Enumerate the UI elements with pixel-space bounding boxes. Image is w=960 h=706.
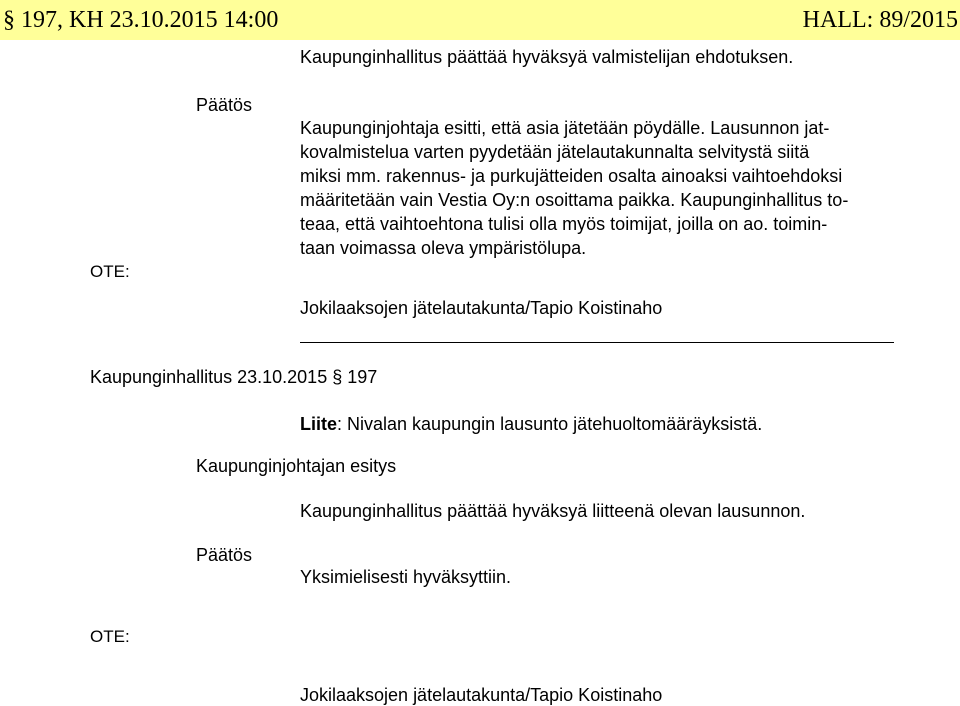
decision-text-2: Yksimielisesti hyväksyttiin. bbox=[300, 567, 512, 587]
decision-line: Kaupunginjohtaja esitti, että asia jätetään pöydälle. Lausunnon jat- bbox=[300, 118, 830, 138]
attachment-text: : Nivalan kaupungin lausunto jätehuoltomääräyksistä. bbox=[337, 414, 763, 434]
attachment-line bbox=[300, 413, 762, 435]
decision-line: miksi mm. rakennus- ja purkujätteiden osalta ainoaksi vaihtoehdoksi bbox=[300, 166, 843, 186]
meeting-heading: Kaupunginhallitus 23.10.2015 § 197 bbox=[90, 367, 378, 387]
ote-label-2: OTE: bbox=[90, 627, 130, 646]
decision-line: kovalmistelua varten pyydetään jätelautakunnalta selvitystä siitä bbox=[300, 142, 810, 162]
decision-line: taan voimassa oleva ympäristölupa. bbox=[300, 238, 587, 258]
decision-label-2: Päätös bbox=[196, 545, 253, 565]
ote-recipient-2: Jokilaaksojen jätelautakunta/Tapio Koistinaho bbox=[300, 685, 663, 705]
header-hall-number: HALL: 89/2015 bbox=[802, 7, 958, 33]
ote-label-1: OTE: bbox=[90, 262, 130, 281]
proposal-text-2: Kaupunginhallitus päättää hyväksyä liitteenä olevan lausunnon. bbox=[300, 501, 806, 521]
decision-label-1: Päätös bbox=[196, 95, 253, 115]
attachment-label: Liite bbox=[300, 414, 338, 434]
decision-line: teaa, että vaihtoehtona tulisi olla myös toimijat, joilla on ao. toimin- bbox=[300, 214, 828, 234]
ote-recipient-1: Jokilaaksojen jätelautakunta/Tapio Koistinaho bbox=[300, 298, 663, 318]
header-section-info: § 197, KH 23.10.2015 14:00 bbox=[3, 7, 279, 33]
section-divider bbox=[300, 342, 894, 343]
decision-paragraph-1 bbox=[300, 116, 900, 260]
decision-line: määritetään vain Vestia Oy:n osoittama paikka. Kaupunginhallitus to- bbox=[300, 190, 849, 210]
proposal-label-2: Kaupunginjohtajan esitys bbox=[196, 456, 397, 476]
proposal-text-1: Kaupunginhallitus päättää hyväksyä valmistelijan ehdotuksen. bbox=[300, 47, 794, 67]
document-header bbox=[0, 0, 960, 40]
